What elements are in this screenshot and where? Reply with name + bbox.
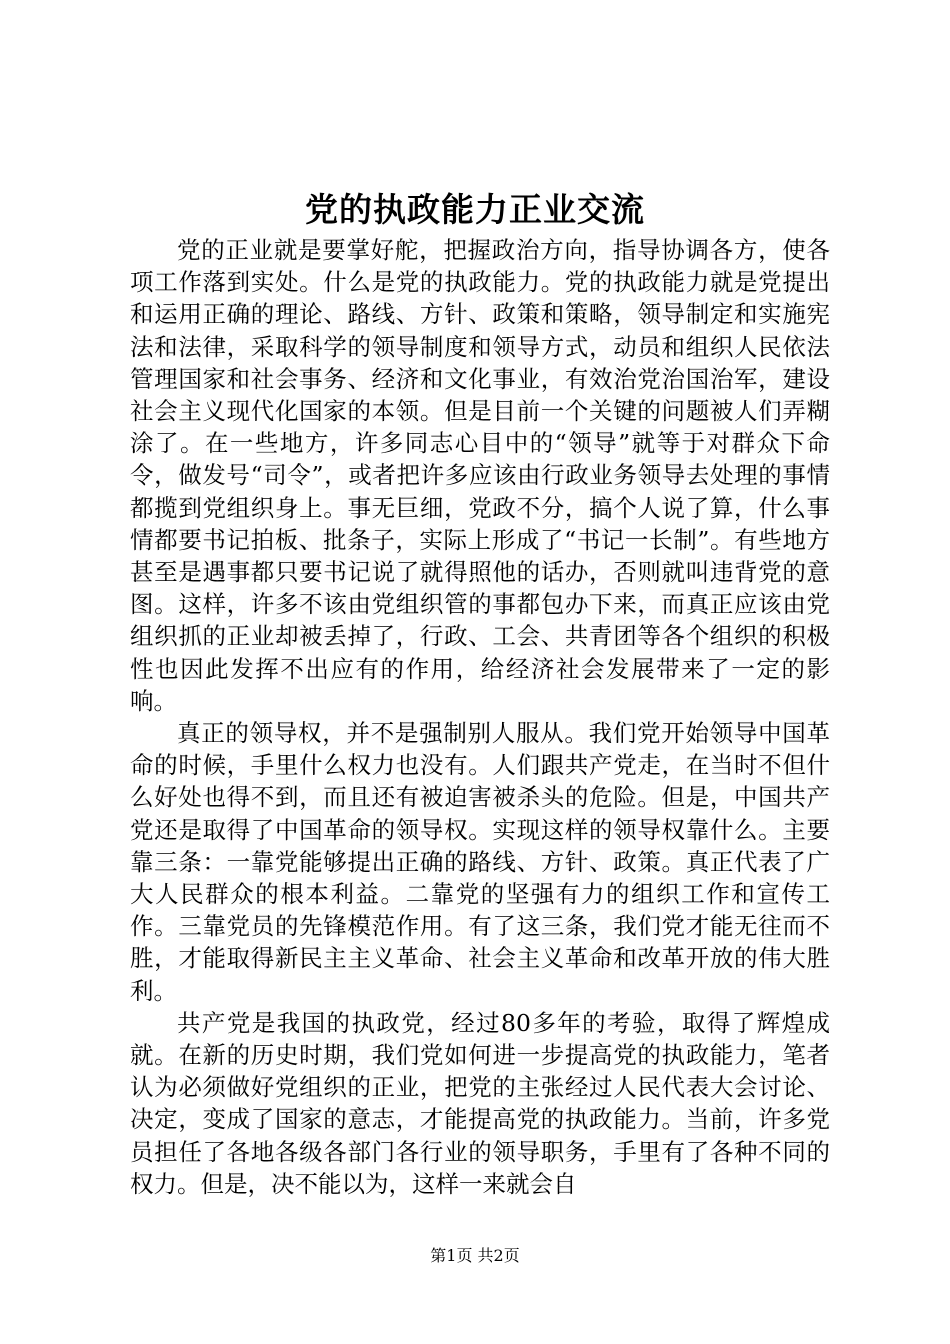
document-title: 党的执政能力正业交流: [305, 190, 645, 229]
paragraph-3: 共产党是我国的执政党，经过80多年的考验，取得了辉煌成就。在新的历史时期，我们党如何进一步提高党的执政能力，笔者认为必须做好党组织的正业，把党的主张经过人民代表大会讨论、决定，变成了国家的意志，才能提高党的执政能力。当前，许多党员担任了各地各级各部门各行业的领导职务，手里有了各种不同的权力。但是，决不能以为，这样一来就会自: [130, 1008, 830, 1198]
page-footer: 第1页 共2页: [430, 1246, 520, 1265]
document-body: [130, 234, 830, 1200]
paragraph-1: 党的正业就是要掌好舵，把握政治方向，指导协调各方，使各项工作落到实处。什么是党的执政能力。党的执政能力就是党提出和运用正确的理论、路线、方针、政策和策略，领导制定和实施宪法和法律，采取科学的领导制度和领导方式，动员和组织人民依法管理国家和社会事务、经济和文化事业，有效治党治国治军，建设社会主义现代化国家的本领。但是目前一个关键的问题被人们弄糊涂了。在一些地方，许多同志心目中的“领导”就等于对群众下命令，做发号“司令”，或者把许多应该由行政业务领导去处理的事情都揽到党组织身上。事无巨细，党政不分，搞个人说了算，什么事情都要书记拍板、批条子，实际上形成了“书记一长制”。有些地方甚至是遇事都只要书记说了就得照他的话办，否则就叫违背党的意图。这样，许多不该由党组织管的事都包办下来，而真正应该由党组织抓的正业却被丢掉了，行政、工会、共青团等各个组织的积极性也因此发挥不出应有的作用，给经济社会发展带来了一定的影响。: [130, 236, 830, 715]
paragraph-2: 真正的领导权，并不是强制别人服从。我们党开始领导中国革命的时候，手里什么权力也没有。人们跟共产党走，在当时不但什么好处也得不到，而且还有被迫害被杀头的危险。但是，中国共产党还是取得了中国革命的领导权。实现这样的领导权靠什么。主要靠三条：一靠党能够提出正确的路线、方针、政策。真正代表了广大人民群众的根本利益。二靠党的坚强有力的组织工作和宣传工作。三靠党员的先锋模范作用。有了这三条，我们党才能无往而不胜，才能取得新民主主义革命、社会主义革命和改革开放的伟大胜利。: [130, 719, 830, 1005]
